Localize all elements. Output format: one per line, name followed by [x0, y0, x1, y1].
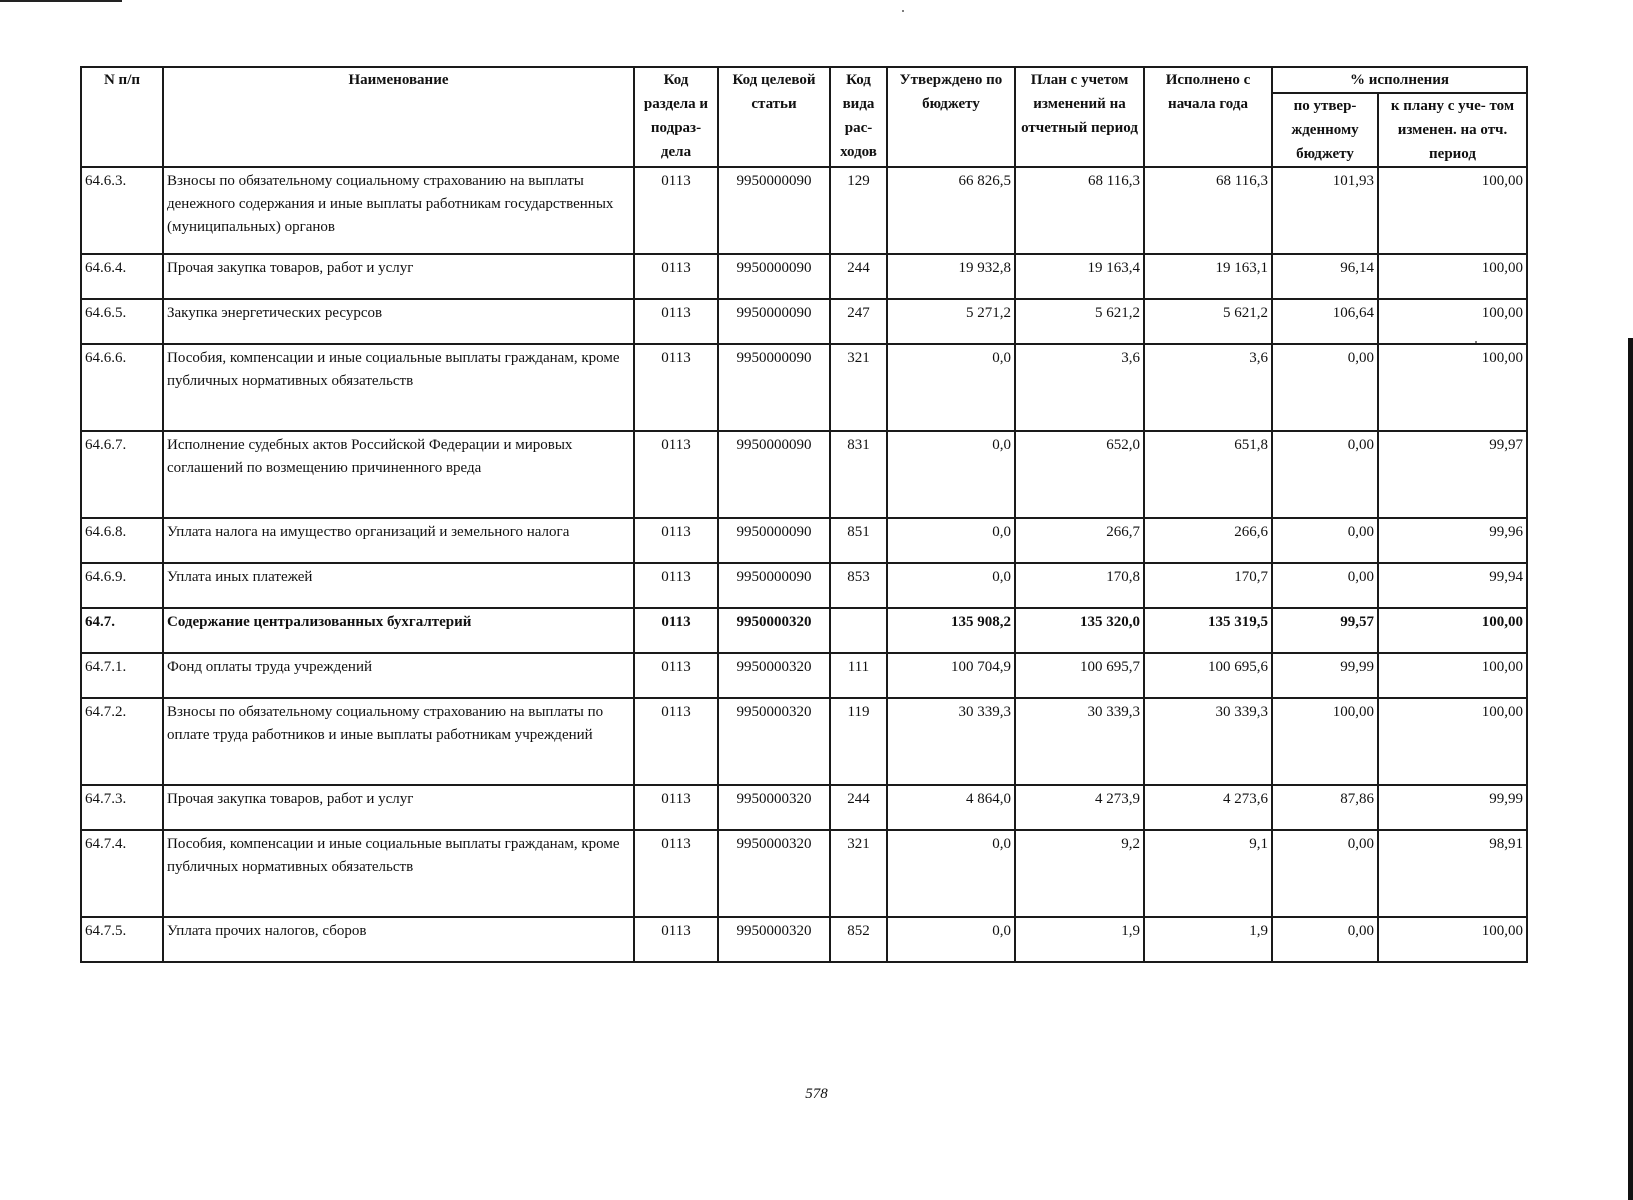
header-percent-group: % исполнения	[1272, 67, 1527, 93]
row-expense-code-cell: 129	[830, 167, 887, 254]
row-plan-cell: 4 273,9	[1015, 785, 1144, 830]
row-executed-cell: 30 339,3	[1144, 698, 1272, 785]
row-target-code-cell: 9950000090	[718, 254, 830, 299]
row-pct-plan-cell: 100,00	[1378, 608, 1527, 653]
row-section-code-cell: 0113	[634, 254, 718, 299]
row-target-code-cell: 9950000320	[718, 785, 830, 830]
row-target-code-cell: 9950000090	[718, 563, 830, 608]
row-pct-plan-cell: 100,00	[1378, 254, 1527, 299]
row-approved-cell: 0,0	[887, 563, 1015, 608]
row-pct-plan-cell: 100,00	[1378, 167, 1527, 254]
row-pct-plan-cell: 100,00	[1378, 344, 1527, 431]
row-plan-cell: 100 695,7	[1015, 653, 1144, 698]
table-row	[81, 653, 1527, 698]
row-pct-plan-cell: 100,00	[1378, 653, 1527, 698]
row-target-code-cell: 9950000090	[718, 518, 830, 563]
table-row	[81, 785, 1527, 830]
row-approved-cell: 0,0	[887, 431, 1015, 518]
table-row	[81, 830, 1527, 917]
row-plan-cell: 3,6	[1015, 344, 1144, 431]
row-plan-cell: 652,0	[1015, 431, 1144, 518]
row-pct-budget-cell: 0,00	[1272, 830, 1378, 917]
row-section-code-cell: 0113	[634, 344, 718, 431]
row-pct-budget-cell: 96,14	[1272, 254, 1378, 299]
row-name-cell: Уплата прочих налогов, сборов	[163, 917, 634, 962]
row-section-code-cell: 0113	[634, 167, 718, 254]
row-name-cell: Прочая закупка товаров, работ и услуг	[163, 785, 634, 830]
row-number-cell: 64.7.3.	[81, 785, 163, 830]
row-target-code-cell: 9950000320	[718, 917, 830, 962]
row-target-code-cell: 9950000320	[718, 653, 830, 698]
header-number: N п/п	[81, 67, 163, 167]
row-pct-plan-cell: 98,91	[1378, 830, 1527, 917]
header-name: Наименование	[163, 67, 634, 167]
page-number: 578	[805, 1086, 828, 1102]
row-name-cell: Взносы по обязательному социальному страхованию на выплаты денежного содержания и иные выплаты работникам государственных (муниципальных) органов	[163, 167, 634, 254]
table-row	[81, 344, 1527, 431]
row-plan-cell: 1,9	[1015, 917, 1144, 962]
row-plan-cell: 170,8	[1015, 563, 1144, 608]
row-expense-code-cell: 247	[830, 299, 887, 344]
table-row	[81, 167, 1527, 254]
table-row	[81, 518, 1527, 563]
row-target-code-cell: 9950000320	[718, 698, 830, 785]
scan-speck	[902, 10, 904, 12]
row-name-cell: Взносы по обязательному социальному страхованию на выплаты по оплате труда работников и иные выплаты работникам учреждений	[163, 698, 634, 785]
row-approved-cell: 100 704,9	[887, 653, 1015, 698]
row-plan-cell: 135 320,0	[1015, 608, 1144, 653]
row-number-cell: 64.6.5.	[81, 299, 163, 344]
table-row	[81, 254, 1527, 299]
table-row	[81, 563, 1527, 608]
row-expense-code-cell: 852	[830, 917, 887, 962]
row-approved-cell: 0,0	[887, 344, 1015, 431]
row-executed-cell: 266,6	[1144, 518, 1272, 563]
row-pct-budget-cell: 0,00	[1272, 563, 1378, 608]
row-target-code-cell: 9950000320	[718, 830, 830, 917]
row-number-cell: 64.7.1.	[81, 653, 163, 698]
row-number-cell: 64.6.9.	[81, 563, 163, 608]
table-row	[81, 698, 1527, 785]
table-row	[81, 299, 1527, 344]
table-body	[81, 167, 1527, 962]
row-name-cell: Закупка энергетических ресурсов	[163, 299, 634, 344]
row-approved-cell: 30 339,3	[887, 698, 1015, 785]
row-expense-code-cell: 321	[830, 830, 887, 917]
row-target-code-cell: 9950000090	[718, 299, 830, 344]
row-name-cell: Уплата иных платежей	[163, 563, 634, 608]
budget-execution-table	[80, 66, 1528, 963]
row-expense-code-cell: 244	[830, 785, 887, 830]
row-section-code-cell: 0113	[634, 698, 718, 785]
row-approved-cell: 0,0	[887, 917, 1015, 962]
row-expense-code-cell: 831	[830, 431, 887, 518]
header-expense-code: Код вида рас- ходов	[830, 67, 887, 167]
row-executed-cell: 170,7	[1144, 563, 1272, 608]
table-row	[81, 431, 1527, 518]
row-expense-code-cell: 851	[830, 518, 887, 563]
row-pct-plan-cell: 99,96	[1378, 518, 1527, 563]
header-executed: Исполнено с начала года	[1144, 67, 1272, 167]
row-plan-cell: 30 339,3	[1015, 698, 1144, 785]
row-approved-cell: 0,0	[887, 830, 1015, 917]
row-name-cell: Уплата налога на имущество организаций и земельного налога	[163, 518, 634, 563]
row-pct-budget-cell: 0,00	[1272, 431, 1378, 518]
row-number-cell: 64.6.7.	[81, 431, 163, 518]
row-pct-plan-cell: 100,00	[1378, 698, 1527, 785]
row-pct-budget-cell: 99,57	[1272, 608, 1378, 653]
row-name-cell: Фонд оплаты труда учреждений	[163, 653, 634, 698]
row-expense-code-cell: 119	[830, 698, 887, 785]
row-section-code-cell: 0113	[634, 563, 718, 608]
row-pct-budget-cell: 99,99	[1272, 653, 1378, 698]
row-pct-budget-cell: 100,00	[1272, 698, 1378, 785]
row-approved-cell: 135 908,2	[887, 608, 1015, 653]
row-pct-budget-cell: 0,00	[1272, 344, 1378, 431]
header-plan: План с учетом изменений на отчетный период	[1015, 67, 1144, 167]
row-executed-cell: 19 163,1	[1144, 254, 1272, 299]
row-number-cell: 64.7.5.	[81, 917, 163, 962]
row-name-cell: Содержание централизованных бухгалтерий	[163, 608, 634, 653]
row-executed-cell: 4 273,6	[1144, 785, 1272, 830]
row-section-code-cell: 0113	[634, 785, 718, 830]
row-number-cell: 64.6.6.	[81, 344, 163, 431]
row-name-cell: Исполнение судебных актов Российской Федерации и мировых соглашений по возмещению причиненного вреда	[163, 431, 634, 518]
row-target-code-cell: 9950000090	[718, 167, 830, 254]
row-plan-cell: 68 116,3	[1015, 167, 1144, 254]
row-name-cell: Прочая закупка товаров, работ и услуг	[163, 254, 634, 299]
row-section-code-cell: 0113	[634, 608, 718, 653]
row-pct-plan-cell: 99,97	[1378, 431, 1527, 518]
header-target-code: Код целевой статьи	[718, 67, 830, 167]
row-plan-cell: 19 163,4	[1015, 254, 1144, 299]
row-approved-cell: 0,0	[887, 518, 1015, 563]
row-number-cell: 64.7.	[81, 608, 163, 653]
row-executed-cell: 3,6	[1144, 344, 1272, 431]
row-executed-cell: 1,9	[1144, 917, 1272, 962]
header-pct-budget: по утвер- жденному бюджету	[1272, 93, 1378, 167]
row-expense-code-cell: 244	[830, 254, 887, 299]
header-section-code: Код раздела и подраз- дела	[634, 67, 718, 167]
row-executed-cell: 135 319,5	[1144, 608, 1272, 653]
table-row	[81, 608, 1527, 653]
row-pct-budget-cell: 106,64	[1272, 299, 1378, 344]
row-name-cell: Пособия, компенсации и иные социальные выплаты гражданам, кроме публичных нормативных обязательств	[163, 344, 634, 431]
row-pct-plan-cell: 99,94	[1378, 563, 1527, 608]
row-pct-plan-cell: 100,00	[1378, 917, 1527, 962]
row-approved-cell: 5 271,2	[887, 299, 1015, 344]
row-number-cell: 64.6.8.	[81, 518, 163, 563]
row-pct-budget-cell: 0,00	[1272, 518, 1378, 563]
row-section-code-cell: 0113	[634, 917, 718, 962]
row-section-code-cell: 0113	[634, 653, 718, 698]
row-target-code-cell: 9950000090	[718, 344, 830, 431]
row-name-cell: Пособия, компенсации и иные социальные выплаты гражданам, кроме публичных нормативных обязательств	[163, 830, 634, 917]
row-plan-cell: 266,7	[1015, 518, 1144, 563]
row-approved-cell: 66 826,5	[887, 167, 1015, 254]
row-executed-cell: 68 116,3	[1144, 167, 1272, 254]
row-section-code-cell: 0113	[634, 299, 718, 344]
row-plan-cell: 9,2	[1015, 830, 1144, 917]
row-executed-cell: 100 695,6	[1144, 653, 1272, 698]
row-expense-code-cell	[830, 608, 887, 653]
row-target-code-cell: 9950000090	[718, 431, 830, 518]
row-number-cell: 64.6.4.	[81, 254, 163, 299]
row-pct-budget-cell: 0,00	[1272, 917, 1378, 962]
header-pct-plan: к плану с уче- том изменен. на отч. период	[1378, 93, 1527, 167]
row-executed-cell: 5 621,2	[1144, 299, 1272, 344]
row-executed-cell: 651,8	[1144, 431, 1272, 518]
row-pct-plan-cell: 100,00	[1378, 299, 1527, 344]
row-number-cell: 64.6.3.	[81, 167, 163, 254]
row-target-code-cell: 9950000320	[718, 608, 830, 653]
header-approved: Утверждено по бюджету	[887, 67, 1015, 167]
scan-top-rule	[0, 0, 122, 2]
row-approved-cell: 4 864,0	[887, 785, 1015, 830]
row-number-cell: 64.7.4.	[81, 830, 163, 917]
row-plan-cell: 5 621,2	[1015, 299, 1144, 344]
row-section-code-cell: 0113	[634, 518, 718, 563]
row-pct-plan-cell: 99,99	[1378, 785, 1527, 830]
row-number-cell: 64.7.2.	[81, 698, 163, 785]
row-pct-budget-cell: 87,86	[1272, 785, 1378, 830]
scan-edge-shadow	[1628, 338, 1633, 1200]
row-section-code-cell: 0113	[634, 431, 718, 518]
row-expense-code-cell: 853	[830, 563, 887, 608]
row-expense-code-cell: 321	[830, 344, 887, 431]
row-section-code-cell: 0113	[634, 830, 718, 917]
table-row	[81, 917, 1527, 962]
row-executed-cell: 9,1	[1144, 830, 1272, 917]
row-pct-budget-cell: 101,93	[1272, 167, 1378, 254]
row-expense-code-cell: 111	[830, 653, 887, 698]
row-approved-cell: 19 932,8	[887, 254, 1015, 299]
